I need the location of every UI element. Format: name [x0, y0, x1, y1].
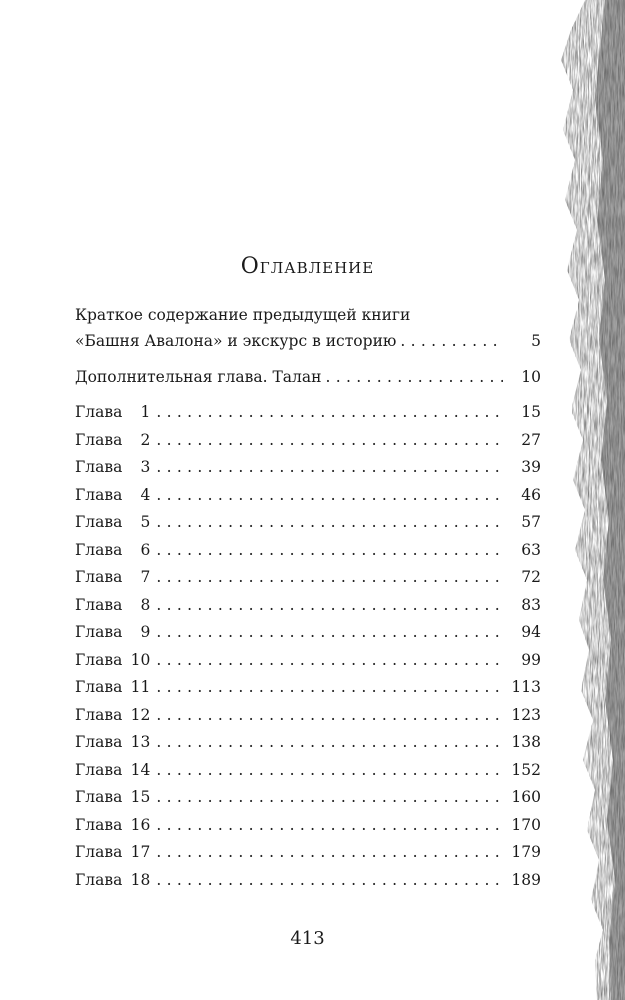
- toc-entry-label: [75, 757, 156, 785]
- chapter-number: 16: [130, 815, 151, 834]
- dot-leader: [156, 454, 503, 482]
- dot-leader: [156, 839, 503, 867]
- toc-entry-chapter[interactable]: [75, 867, 541, 895]
- chapter-word: Глава: [75, 760, 123, 779]
- toc-entry-label: Краткое содержание предыдущей книги: [75, 302, 414, 328]
- dot-leader: [156, 647, 503, 675]
- dot-leader: [156, 592, 503, 620]
- toc-entry-label: [75, 839, 156, 867]
- chapter-word: Глава: [75, 485, 123, 504]
- chapter-list: [75, 399, 541, 894]
- dot-leader: [156, 482, 503, 510]
- toc-entry-summary-line1: [75, 302, 541, 328]
- chapter-number: 5: [140, 513, 151, 531]
- toc-entry-label: [75, 647, 156, 675]
- chapter-word: Глава: [75, 788, 123, 806]
- dot-leader: [156, 399, 503, 427]
- toc-page-number: 160: [511, 788, 541, 806]
- dot-leader: [156, 784, 503, 812]
- toc-entry-label: [75, 867, 156, 895]
- chapter-word: Глава: [75, 403, 123, 421]
- chapter-word: Глава: [75, 650, 123, 669]
- toc-entry-chapter[interactable]: [75, 812, 541, 840]
- chapter-word: Глава: [75, 733, 123, 751]
- toc-page-number: 189: [511, 870, 541, 889]
- chapter-word: Глава: [75, 568, 123, 586]
- toc-entry-label: [75, 427, 156, 455]
- dot-leader: [156, 702, 503, 730]
- toc-entry-chapter[interactable]: [75, 647, 541, 675]
- toc-page-number: 170: [511, 815, 541, 834]
- toc-entry-label: [75, 592, 156, 620]
- toc-entry-label: [75, 702, 156, 730]
- chapter-number: 15: [130, 788, 151, 806]
- toc-entry-label: [75, 454, 156, 482]
- dot-leader: [156, 537, 503, 565]
- dot-leader: [156, 812, 503, 840]
- toc-entry-chapter[interactable]: [75, 427, 541, 455]
- toc-page-number: 46: [521, 485, 541, 504]
- toc-page-number: 5: [531, 332, 541, 350]
- toc-entry-label: [75, 674, 156, 702]
- toc-entry-chapter[interactable]: [75, 784, 541, 812]
- dot-leader: [156, 509, 503, 537]
- dot-leader: [156, 564, 503, 592]
- toc-entry-chapter[interactable]: [75, 674, 541, 702]
- chapter-word: Глава: [75, 705, 123, 724]
- toc-entry-chapter[interactable]: [75, 702, 541, 730]
- toc-entry-chapter[interactable]: [75, 537, 541, 565]
- chapter-number: 8: [140, 595, 151, 614]
- toc-entry-chapter[interactable]: [75, 757, 541, 785]
- toc-entry-label: [75, 564, 156, 592]
- chapter-number: 13: [130, 733, 151, 751]
- toc-entry-chapter[interactable]: [75, 729, 541, 757]
- toc-entry-extra-chapter[interactable]: [75, 364, 541, 392]
- toc-page-number: 39: [521, 458, 541, 476]
- toc-entry-chapter[interactable]: [75, 509, 541, 537]
- chapter-word: Глава: [75, 843, 123, 861]
- dot-leader: [325, 364, 503, 392]
- toc-page-number: 15: [521, 403, 541, 421]
- toc-entry-chapter[interactable]: [75, 399, 541, 427]
- toc-page-number: 72: [521, 568, 541, 586]
- chapter-word: Глава: [75, 870, 123, 889]
- dot-leader: [156, 757, 503, 785]
- chapter-number: 11: [130, 678, 151, 696]
- chapter-number: 6: [140, 540, 151, 559]
- toc-entry-chapter[interactable]: [75, 454, 541, 482]
- chapter-number: 9: [140, 623, 151, 641]
- dot-leader: [400, 328, 503, 356]
- toc-page-number: 179: [511, 843, 541, 861]
- toc-entry-label: Дополнительная глава. Талан: [75, 364, 325, 392]
- toc-page-number: 113: [511, 678, 541, 696]
- toc-page-number: 27: [521, 430, 541, 449]
- toc-page-number: 152: [511, 760, 541, 779]
- chapter-word: Глава: [75, 595, 123, 614]
- chapter-number: 3: [140, 458, 151, 476]
- chapter-number: 10: [130, 650, 151, 669]
- toc-entry-chapter[interactable]: [75, 482, 541, 510]
- chapter-number: 2: [140, 430, 151, 449]
- chapter-word: Глава: [75, 815, 123, 834]
- toc-title: Оглавление: [240, 254, 375, 279]
- page-number: 413: [290, 928, 325, 949]
- toc-entry-chapter[interactable]: [75, 619, 541, 647]
- toc-page-number: 99: [521, 650, 541, 669]
- toc-entry-chapter[interactable]: [75, 564, 541, 592]
- chapter-word: Глава: [75, 540, 123, 559]
- chapter-word: Глава: [75, 430, 123, 449]
- dot-leader: [156, 674, 503, 702]
- toc-entry-chapter[interactable]: [75, 839, 541, 867]
- chapter-number: 17: [130, 843, 151, 861]
- toc-entry-label: [75, 619, 156, 647]
- table-of-contents: [75, 302, 541, 894]
- chapter-number: 12: [130, 705, 151, 724]
- toc-entry-label: «Башня Авалона» и экскурс в историю: [75, 328, 400, 356]
- toc-entry-label: [75, 812, 156, 840]
- toc-entry-label: [75, 399, 156, 427]
- chapter-word: Глава: [75, 458, 123, 476]
- toc-page-number: 94: [521, 623, 541, 641]
- dot-leader: [156, 427, 503, 455]
- toc-entry-label: [75, 482, 156, 510]
- toc-page-number: 83: [521, 595, 541, 614]
- dot-leader: [156, 867, 503, 895]
- toc-entry-chapter[interactable]: [75, 592, 541, 620]
- chapter-number: 7: [140, 568, 151, 586]
- toc-page-number: 10: [521, 367, 541, 386]
- dot-leader: [156, 729, 503, 757]
- toc-entry-label: [75, 509, 156, 537]
- chapter-number: 4: [140, 485, 151, 504]
- toc-page-number: 123: [511, 705, 541, 724]
- chapter-number: 1: [140, 403, 151, 421]
- toc-entry-summary[interactable]: [75, 328, 541, 356]
- toc-page-number: 138: [511, 733, 541, 751]
- toc-page-number: 57: [521, 513, 541, 531]
- toc-entry-label: [75, 784, 156, 812]
- toc-entry-label: [75, 729, 156, 757]
- chapter-word: Глава: [75, 623, 123, 641]
- toc-entry-label: [75, 537, 156, 565]
- dot-leader: [156, 619, 503, 647]
- chapter-number: 18: [130, 870, 151, 889]
- chapter-word: Глава: [75, 513, 123, 531]
- toc-page-number: 63: [521, 540, 541, 559]
- chapter-number: 14: [130, 760, 151, 779]
- chapter-word: Глава: [75, 678, 123, 696]
